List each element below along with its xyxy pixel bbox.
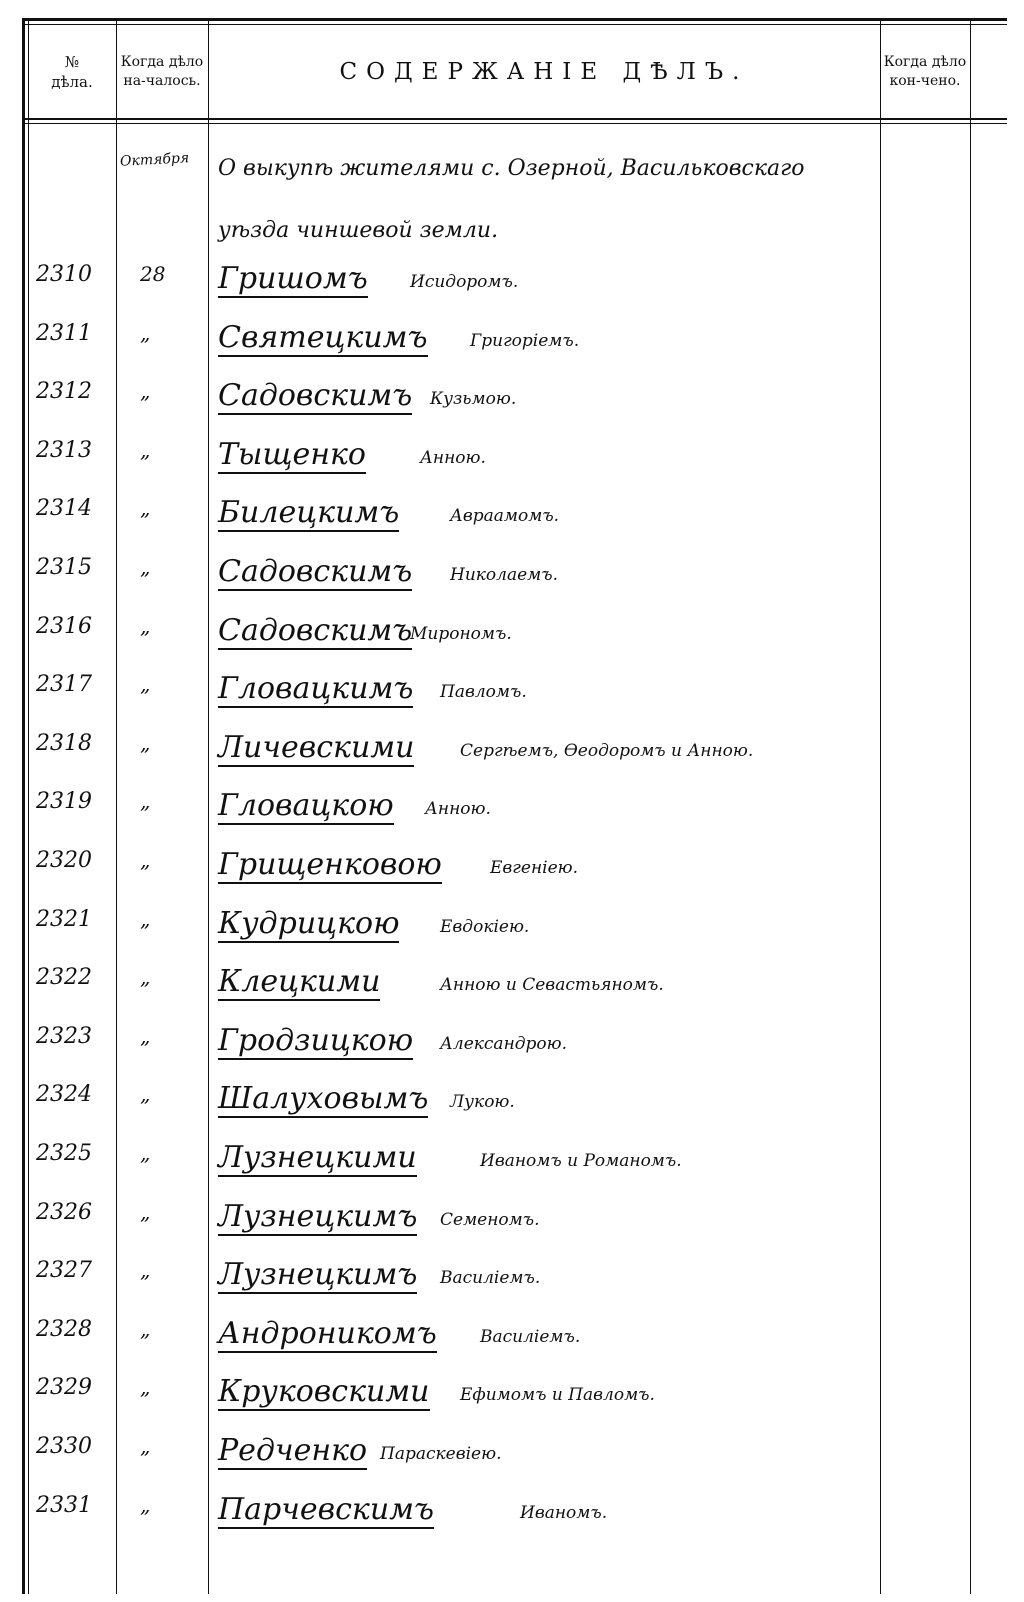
start-day: „ — [140, 789, 151, 814]
case-number: 2329 — [36, 1375, 92, 1401]
header-start-cell: Когда дѣло на-чалось. — [120, 54, 204, 89]
given-name: Павломъ. — [440, 682, 527, 703]
given-name: Григоріемъ. — [470, 330, 580, 351]
surname: Андроникомъ — [218, 1315, 437, 1351]
case-number: 2325 — [36, 1141, 92, 1166]
start-day: „ — [140, 1199, 151, 1224]
start-day: „ — [140, 1258, 151, 1283]
table-row — [0, 1141, 1024, 1199]
case-number: 2314 — [36, 496, 92, 522]
given-name: Сергѣемъ, Ѳеодоромъ и Анною. — [460, 740, 754, 761]
surname: Личевскими — [218, 729, 415, 765]
surname: Редченко — [218, 1433, 368, 1468]
table-row — [0, 1082, 1024, 1140]
start-day: „ — [140, 672, 151, 697]
case-number: 2319 — [36, 789, 92, 815]
surname: Садовскимъ — [218, 612, 413, 648]
table-row — [0, 1493, 1024, 1551]
surname: Тыщенко — [218, 436, 366, 472]
start-day: „ — [140, 1492, 151, 1517]
given-name: Кузьмою. — [430, 389, 517, 410]
table-row — [0, 731, 1024, 789]
table-row — [0, 1317, 1024, 1375]
given-name: Василіемъ. — [480, 1326, 581, 1347]
given-name: Василіемъ. — [440, 1268, 541, 1289]
start-day: „ — [140, 437, 151, 462]
start-day: „ — [140, 906, 151, 931]
case-number: 2323 — [36, 1023, 92, 1049]
start-day: „ — [140, 848, 151, 872]
surname: Шалуховымъ — [218, 1081, 429, 1117]
start-day: „ — [140, 613, 151, 638]
case-number: 2328 — [36, 1316, 92, 1342]
start-day: „ — [140, 1316, 151, 1341]
case-number: 2324 — [36, 1082, 92, 1108]
given-name: Евгеніею. — [490, 858, 579, 878]
case-number: 2322 — [36, 965, 92, 991]
surname: Гловацкою — [218, 788, 394, 824]
surname: Садовскимъ — [218, 378, 413, 414]
case-number: 2313 — [36, 437, 92, 463]
given-name: Александрою. — [440, 1033, 568, 1054]
given-name: Иваномъ и Романомъ. — [480, 1151, 682, 1171]
table-row — [0, 438, 1024, 496]
given-name: Мирономъ. — [410, 623, 512, 644]
given-name: Анною. — [420, 447, 486, 468]
table-row — [0, 907, 1024, 965]
given-name: Николаемъ. — [450, 565, 559, 585]
start-day: „ — [140, 1141, 151, 1165]
table-row — [0, 1258, 1024, 1316]
start-day: „ — [140, 496, 151, 521]
table-row — [0, 965, 1024, 1023]
header-end-cell: Когда дѣло кон-чено. — [883, 54, 967, 89]
header-number-cell — [28, 30, 116, 114]
top-rule — [22, 18, 1007, 21]
table-row — [0, 614, 1024, 672]
surname: Парчевскимъ — [218, 1491, 435, 1527]
given-name: Анною и Севастьяномъ. — [440, 975, 664, 996]
surname: Клецкими — [218, 964, 381, 1000]
case-number: 2327 — [36, 1258, 92, 1284]
surname: Кудрицкою — [218, 905, 400, 941]
given-name: Семеномъ. — [440, 1209, 540, 1230]
given-name: Исидоромъ. — [410, 272, 519, 292]
case-number: 2321 — [36, 906, 92, 932]
table-row — [0, 848, 1024, 906]
surname: Гродзицкою — [218, 1022, 414, 1058]
case-number: 2331 — [36, 1492, 92, 1518]
case-number: 2326 — [36, 1199, 92, 1225]
surname: Лузнецкимъ — [218, 1257, 418, 1293]
start-day: „ — [140, 1082, 151, 1107]
start-day: 28 — [140, 262, 166, 286]
surname: Лузнецкими — [218, 1140, 417, 1175]
given-name: Ефимомъ и Павломъ. — [460, 1385, 655, 1406]
given-name: Авраамомъ. — [450, 506, 560, 527]
case-number: 2330 — [36, 1434, 92, 1459]
surname: Грищенковою — [218, 847, 442, 882]
case-number: 2315 — [36, 555, 92, 580]
start-day: „ — [140, 320, 151, 345]
case-number: 2310 — [36, 262, 92, 287]
surname: Гришомъ — [218, 261, 368, 296]
surname: Святецкимъ — [218, 319, 428, 355]
table-row — [0, 1024, 1024, 1082]
table-row — [0, 672, 1024, 730]
header-content-cell: СОДЕРЖАНІЕ ДѢЛЪ. — [339, 59, 749, 85]
case-number: 2320 — [36, 848, 92, 873]
start-day: „ — [140, 965, 151, 990]
case-number: 2316 — [36, 613, 92, 639]
surname: Садовскимъ — [218, 554, 413, 589]
table-row — [0, 789, 1024, 847]
case-number: 2317 — [36, 672, 92, 698]
table-row — [0, 496, 1024, 554]
given-name: Иваномъ. — [520, 1502, 608, 1523]
start-day: „ — [140, 555, 151, 579]
case-number: 2311 — [36, 320, 92, 346]
month-label: Октября — [119, 150, 190, 170]
start-day: „ — [140, 1375, 151, 1400]
header-number-symbol: № — [64, 53, 80, 71]
table-row — [0, 321, 1024, 379]
start-day: „ — [140, 379, 151, 404]
table-row — [0, 1375, 1024, 1433]
surname: Круковскими — [218, 1374, 430, 1410]
start-day: „ — [140, 1023, 151, 1048]
case-number: 2312 — [36, 379, 92, 405]
header-number-label: дѣла. — [51, 73, 93, 91]
given-name: Параскевіею. — [380, 1444, 502, 1464]
table-row — [0, 1200, 1024, 1258]
table-row — [0, 262, 1024, 320]
table-row — [0, 555, 1024, 613]
table-row — [0, 379, 1024, 437]
intro-line: О выкупѣ жителями с. Озерной, Васильковскаго уѣзда чиншевой земли. — [218, 156, 805, 243]
start-day: „ — [140, 1434, 151, 1458]
surname: Билецкимъ — [218, 495, 400, 531]
header-rule-thin — [22, 123, 1007, 124]
given-name: Лукою. — [450, 1092, 515, 1113]
given-name: Евдокіею. — [440, 916, 530, 937]
given-name: Анною. — [425, 799, 491, 820]
surname: Лузнецкимъ — [218, 1198, 418, 1234]
top-rule-thin — [22, 24, 1007, 25]
surname: Гловацкимъ — [218, 671, 414, 707]
start-day: „ — [140, 730, 151, 755]
header-rule — [22, 118, 1007, 120]
case-number: 2318 — [36, 730, 92, 756]
table-row — [0, 1434, 1024, 1492]
